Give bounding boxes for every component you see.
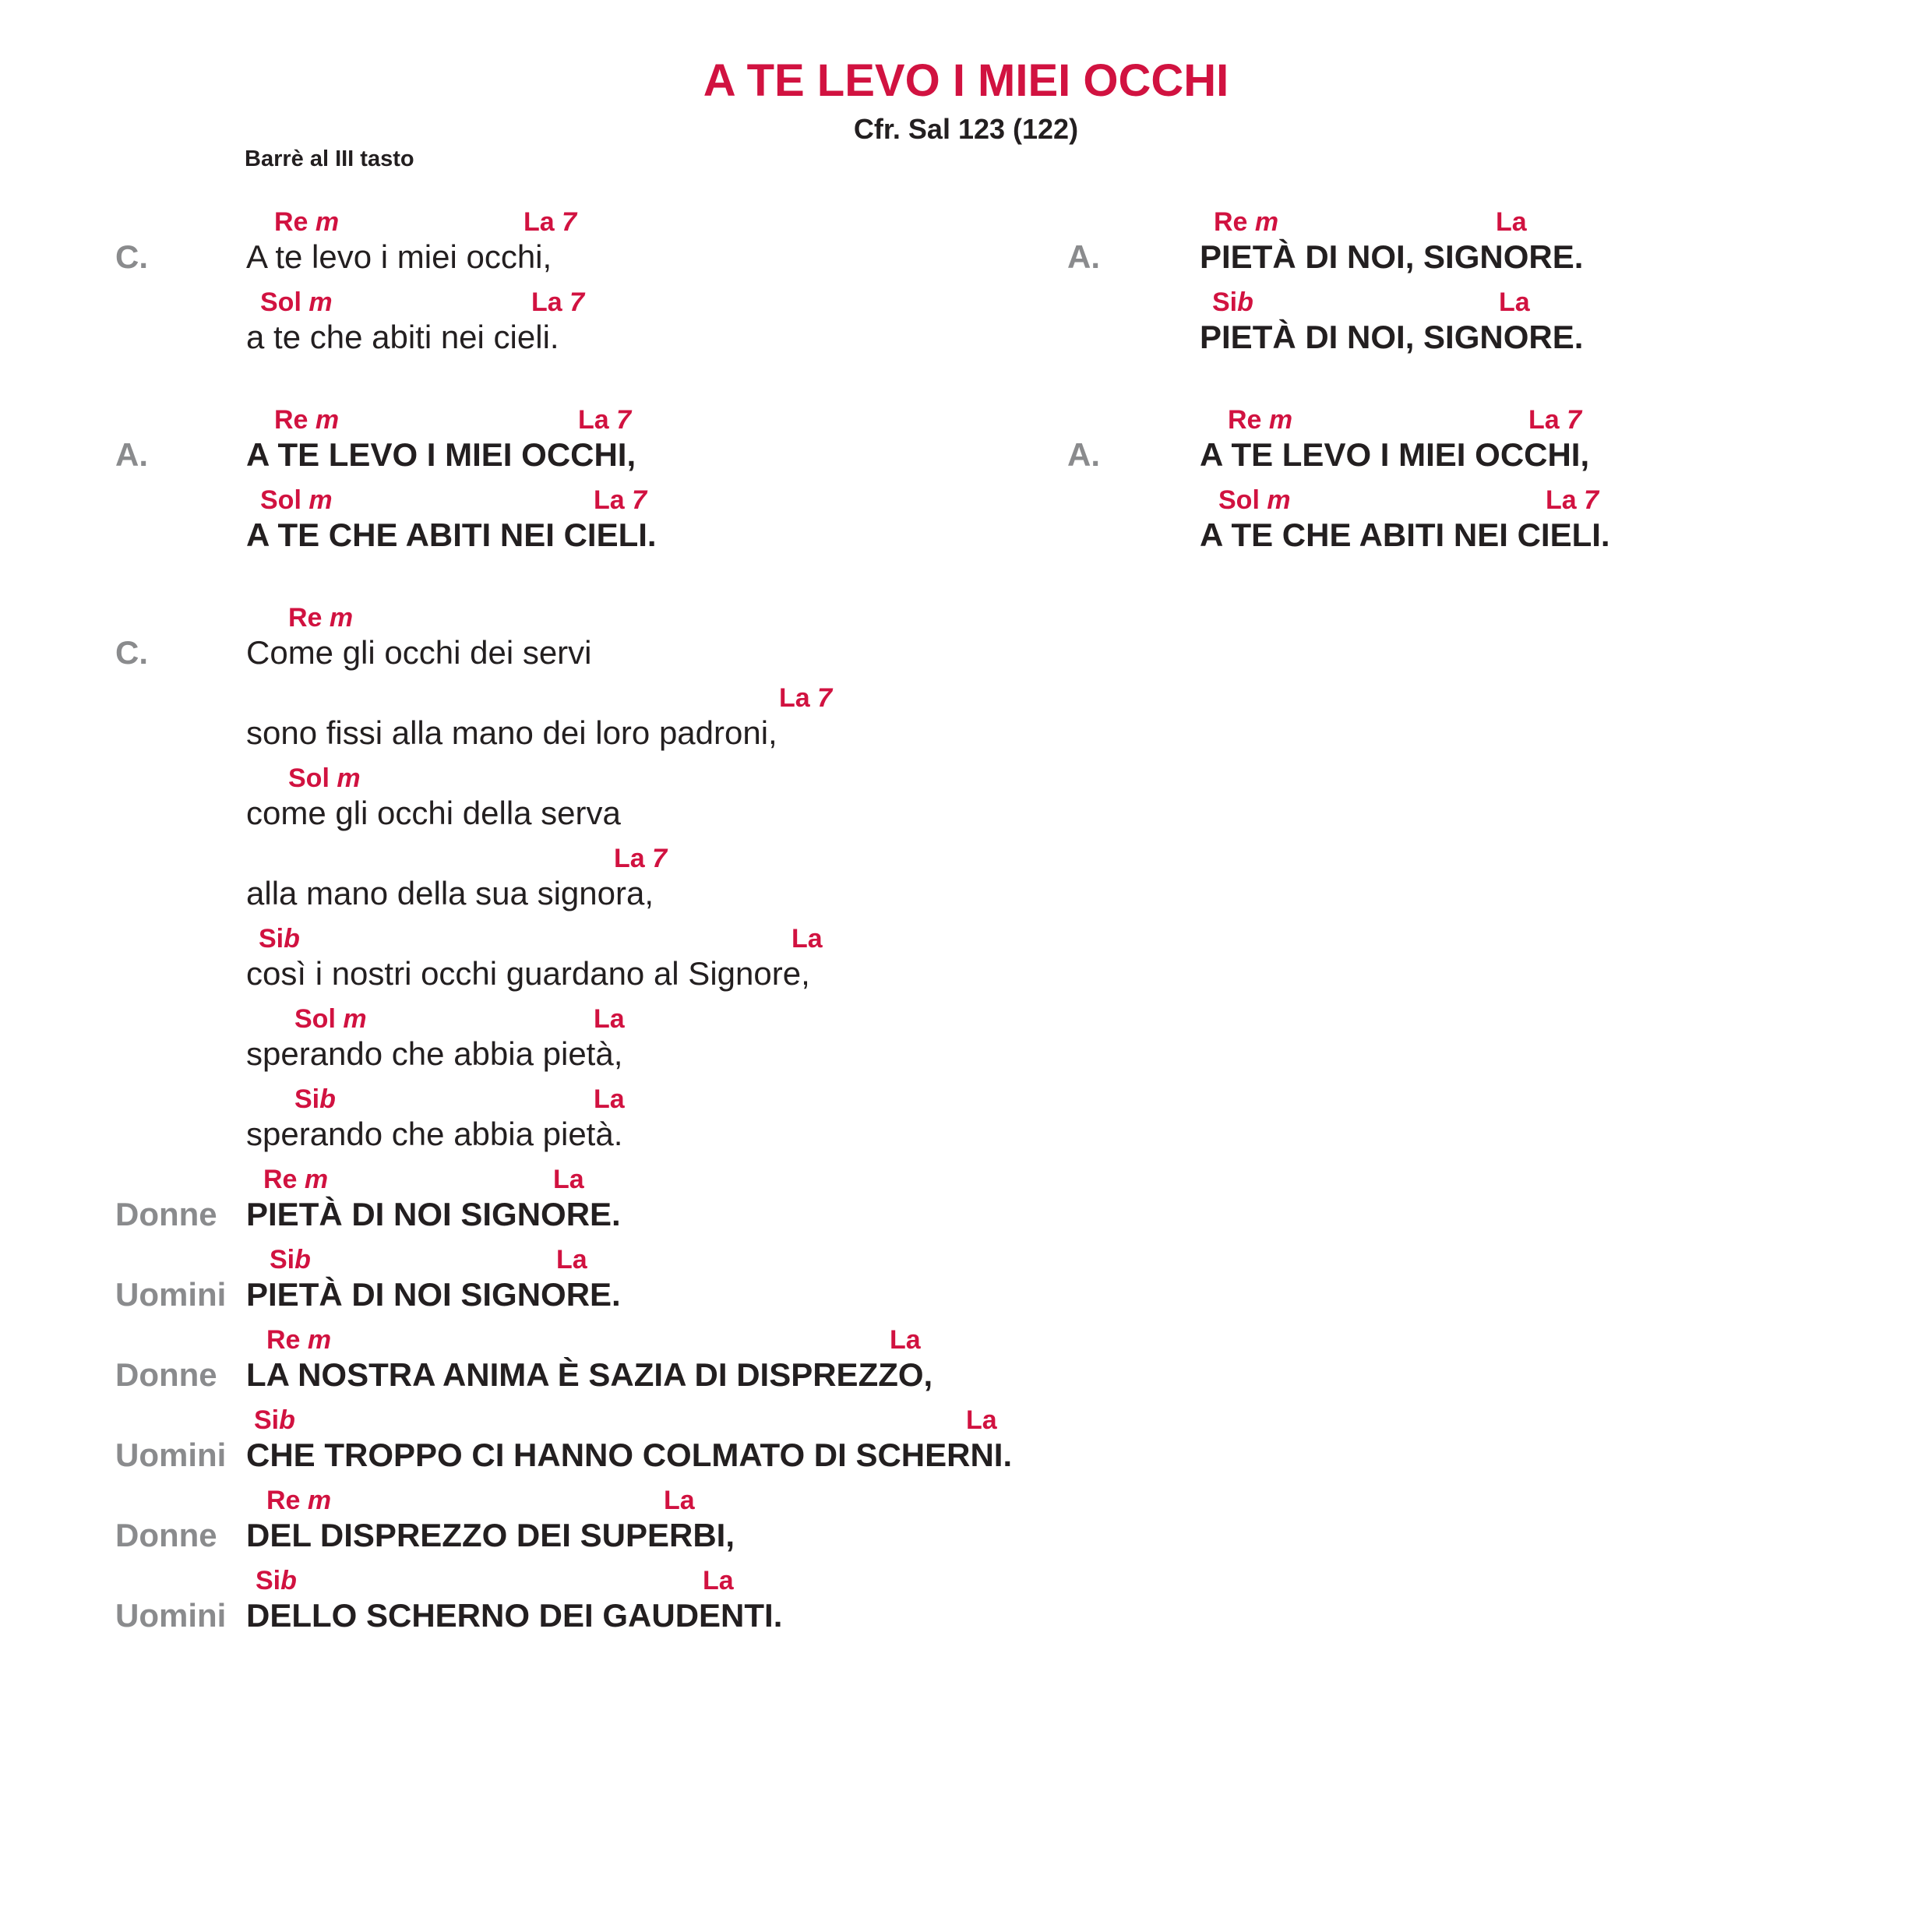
chord-root: Re: [1228, 405, 1262, 435]
response-text: A TE LEVO I MIEI OCCHI,: [1200, 436, 1590, 473]
response-text: LA NOSTRA ANIMA È SAZIA DI DISPREZZO,: [246, 1356, 933, 1393]
capo-note: Barrè al III tasto: [245, 146, 414, 171]
chord-root: Sol: [294, 1004, 336, 1034]
chord-root: La: [1496, 207, 1527, 237]
chord-quality: m: [343, 1004, 367, 1034]
chord-root: Re: [274, 405, 308, 435]
cantor-text: come gli occhi della serva: [246, 795, 621, 831]
chord-quality: 7: [616, 405, 632, 435]
chord-root: Sol: [288, 763, 330, 793]
chord-root: La: [779, 683, 810, 713]
chord: [1499, 287, 1530, 318]
chord-quality: 7: [562, 207, 577, 237]
cantor-text: sperando che abbia pietà,: [246, 1035, 623, 1072]
chord: [1546, 485, 1599, 516]
voice-label: Uomini: [115, 1437, 227, 1473]
chord-quality: 7: [652, 844, 668, 873]
chord: [1214, 207, 1278, 238]
voice-label: Donne: [115, 1356, 217, 1393]
chord-quality: m: [315, 207, 340, 237]
chord-quality: 7: [1567, 405, 1582, 435]
chord-root: Sol: [1218, 485, 1260, 515]
chord: [556, 1245, 587, 1275]
chord-quality: m: [307, 1486, 332, 1515]
chord-root: Si: [254, 1405, 280, 1435]
voice-label: A.: [1067, 436, 1100, 473]
chord-quality: m: [329, 603, 354, 633]
chord: [260, 485, 333, 516]
chord-quality: 7: [1584, 485, 1599, 515]
response-text: DELLO SCHERNO DEI GAUDENTI.: [246, 1597, 783, 1634]
chord-quality: m: [315, 405, 340, 435]
chord-root: La: [664, 1486, 695, 1515]
chord: [256, 1566, 297, 1596]
chord: [263, 1165, 328, 1195]
chord-root: La: [578, 405, 609, 435]
chord-root: La: [556, 1245, 587, 1274]
chord: [664, 1486, 695, 1516]
chord-root: La: [594, 1084, 625, 1114]
chord-root: La: [1546, 485, 1577, 515]
chord: [594, 1084, 625, 1115]
chord: [779, 683, 832, 714]
voice-label: C.: [115, 634, 148, 671]
chord-root: Sol: [260, 485, 301, 515]
chord-root: Re: [1214, 207, 1248, 237]
chord-root: La: [594, 485, 625, 515]
chord-root: Si: [256, 1566, 281, 1595]
chord: [524, 207, 576, 238]
chord-root: Si: [1212, 287, 1238, 317]
chord: [274, 207, 339, 238]
chord-root: La: [531, 287, 562, 317]
chord-quality: m: [1254, 207, 1279, 237]
response-text: A TE CHE ABITI NEI CIELI.: [1200, 516, 1610, 553]
chord-root: La: [614, 844, 645, 873]
chord-root: La: [890, 1325, 921, 1355]
chord-root: La: [553, 1165, 584, 1194]
chord-quality: m: [307, 1325, 332, 1355]
chord-quality: m: [304, 1165, 329, 1194]
chord: [1496, 207, 1527, 238]
chord-quality: m: [1268, 405, 1293, 435]
chord-quality: b: [319, 1084, 336, 1114]
chord-quality: m: [308, 287, 333, 317]
chord-root: La: [524, 207, 555, 237]
chord-root: Re: [274, 207, 308, 237]
chord-quality: m: [337, 763, 361, 793]
chord: [274, 405, 339, 435]
chord-root: La: [594, 1004, 625, 1034]
response-text: PIETÀ DI NOI, SIGNORE.: [1200, 319, 1584, 355]
chord-root: Re: [266, 1325, 301, 1355]
chord-quality: b: [1237, 287, 1253, 317]
chord: [1218, 485, 1291, 516]
response-text: PIETÀ DI NOI SIGNORE.: [246, 1276, 621, 1313]
chord-root: Si: [270, 1245, 295, 1274]
response-text: CHE TROPPO CI HANNO COLMATO DI SCHERNI.: [246, 1437, 1013, 1473]
chord-root: La: [791, 924, 823, 954]
chord: [703, 1566, 734, 1596]
chord-root: Re: [266, 1486, 301, 1515]
voice-label: Donne: [115, 1196, 217, 1232]
chord: [288, 763, 361, 794]
chord-quality: m: [1267, 485, 1291, 515]
chord: [266, 1486, 331, 1516]
chord: [890, 1325, 921, 1356]
chord-quality: b: [284, 924, 300, 954]
chord: [1228, 405, 1292, 435]
voice-label: Uomini: [115, 1276, 227, 1313]
response-text: DEL DISPREZZO DEI SUPERBI,: [246, 1517, 735, 1553]
chord-quality: 7: [569, 287, 585, 317]
chord: [791, 924, 823, 954]
chord-quality: 7: [817, 683, 833, 713]
chord-root: La: [703, 1566, 734, 1595]
response-text: A TE CHE ABITI NEI CIELI.: [246, 516, 657, 553]
chord-root: Re: [263, 1165, 298, 1194]
cantor-text: Come gli occhi dei servi: [246, 634, 592, 671]
chord: [294, 1084, 336, 1115]
cantor-text: a te che abiti nei cieli.: [246, 319, 559, 355]
chord-quality: 7: [632, 485, 647, 515]
response-text: A TE LEVO I MIEI OCCHI,: [246, 436, 636, 473]
chord: [288, 603, 353, 633]
response-text: PIETÀ DI NOI SIGNORE.: [246, 1196, 621, 1232]
chord: [531, 287, 584, 318]
voice-label: A.: [115, 436, 148, 473]
chord-root: Sol: [260, 287, 301, 317]
chord: [294, 1004, 367, 1035]
cantor-text: sono fissi alla mano dei loro padroni,: [246, 714, 777, 751]
chord: [966, 1405, 997, 1436]
chord-quality: m: [308, 485, 333, 515]
chord: [270, 1245, 311, 1275]
chord: [259, 924, 300, 954]
chord: [578, 405, 631, 435]
chord-root: Re: [288, 603, 323, 633]
cantor-text: così i nostri occhi guardano al Signore,: [246, 955, 810, 992]
chord-root: Si: [259, 924, 284, 954]
chord-quality: b: [280, 1566, 297, 1595]
chord: [254, 1405, 295, 1436]
chord: [553, 1165, 584, 1195]
chord: [266, 1325, 331, 1356]
chord-root: La: [966, 1405, 997, 1435]
cantor-text: alla mano della sua signora,: [246, 875, 654, 911]
cantor-text: sperando che abbia pietà.: [246, 1116, 623, 1152]
chord-root: La: [1528, 405, 1560, 435]
chord: [614, 844, 667, 874]
chord: [594, 1004, 625, 1035]
chord-quality: b: [294, 1245, 311, 1274]
song-title: A TE LEVO I MIEI OCCHI: [703, 55, 1229, 106]
voice-label: Donne: [115, 1517, 217, 1553]
chord-quality: b: [279, 1405, 295, 1435]
psalm-reference: Cfr. Sal 123 (122): [853, 113, 1079, 145]
chord: [1528, 405, 1581, 435]
chord-root: La: [1499, 287, 1530, 317]
chord: [260, 287, 333, 318]
chord-root: Si: [294, 1084, 320, 1114]
voice-label: A.: [1067, 238, 1100, 275]
voice-label: C.: [115, 238, 148, 275]
chord: [594, 485, 647, 516]
cantor-text: A te levo i miei occhi,: [246, 238, 552, 275]
chord: [1212, 287, 1253, 318]
voice-label: Uomini: [115, 1597, 227, 1634]
response-text: PIETÀ DI NOI, SIGNORE.: [1200, 238, 1584, 275]
